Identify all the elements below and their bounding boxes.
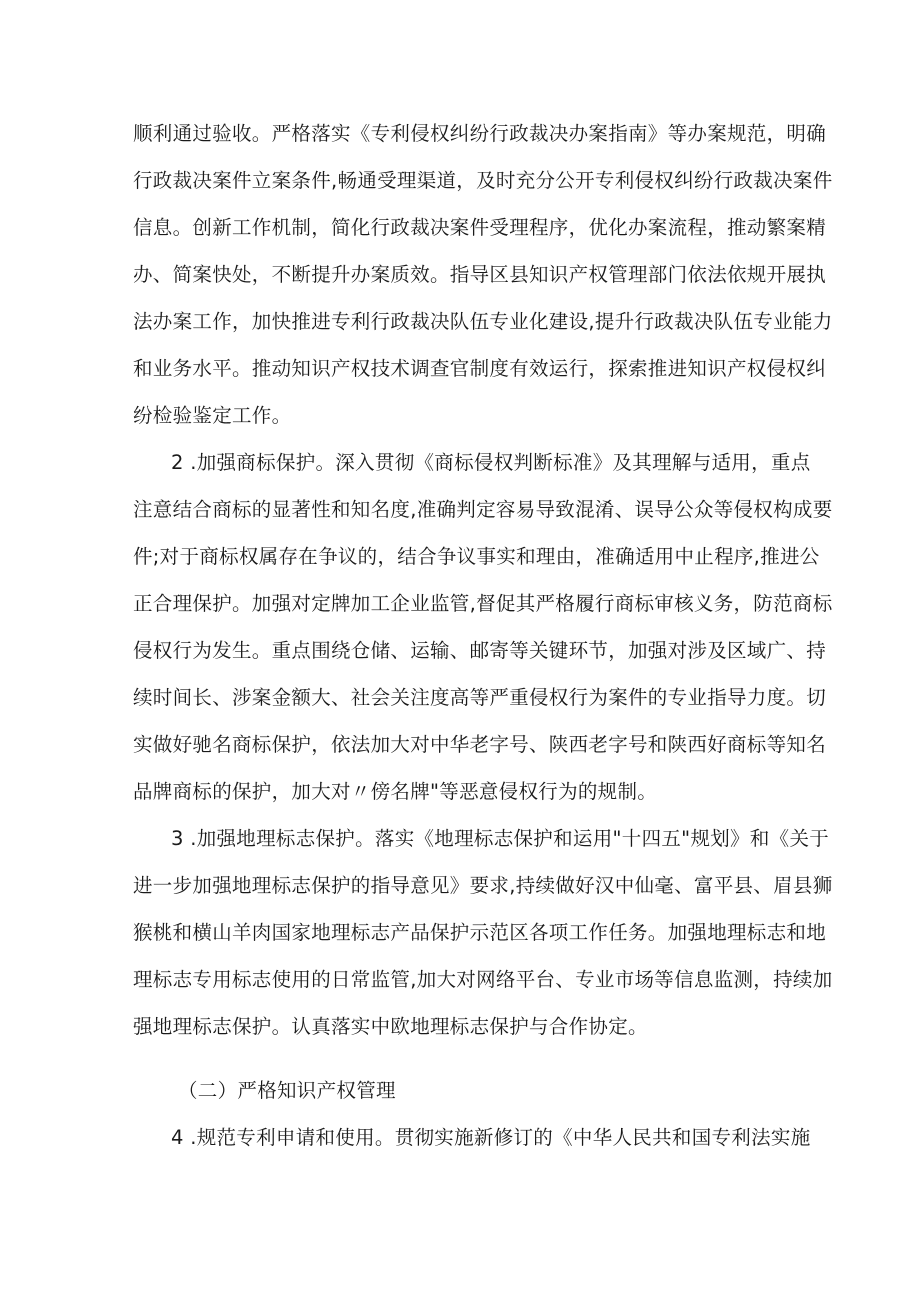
paragraph-line: 侵权行为发生。重点围绕仓储、运输、邮寄等关键环节，加强对涉及区域广、持	[133, 639, 827, 662]
paragraph-line: 理标志专用标志使用的日常监管,加大对网络平台、专业市场等信息监测，持续加	[133, 968, 833, 991]
paragraph-line: 法办案工作，加快推进专利行政裁决队伍专业化建设,提升行政裁决队伍专业能力	[133, 310, 833, 333]
section-item-3-first-line: 3 .加强地理标志保护。落实《地理标志保护和运用"十四五"规划》和《关于	[171, 827, 830, 850]
section-item-2-first-line: 2 .加强商标保护。深入贯彻《商标侵权判断标准》及其理解与适用，重点	[171, 451, 811, 474]
paragraph-line: 续时间长、涉案金额大、社会关注度高等严重侵权行为案件的专业指导力度。切	[133, 686, 827, 709]
paragraph-line: 进一步加强地理标志保护的指导意见》要求,持续做好汉中仙毫、富平县、眉县狮	[133, 874, 833, 897]
paragraph-line: 办、简案快处，不断提升办案质效。指导区县知识产权管理部门依法依规开展执	[133, 263, 827, 286]
paragraph-line: 件;对于商标权属存在争议的，结合争议事实和理由，准确适用中止程序,推进公	[133, 545, 820, 568]
section-item-4-first-line: 4 .规范专利申请和使用。贯彻实施新修订的《中华人民共和国专利法实施	[171, 1126, 811, 1149]
section-heading: （二）严格知识产权管理	[178, 1079, 396, 1102]
paragraph-line: 注意结合商标的显著性和知名度,准确判定容易导致混淆、误导公众等侵权构成要	[133, 498, 833, 521]
paragraph-line: 品牌商标的保护，加大对〃傍名牌"等恶意侵权行为的规制。	[133, 780, 658, 803]
paragraph-line: 纷检验鉴定工作。	[133, 404, 292, 427]
paragraph-line: 猴桃和横山羊肉国家地理标志产品保护示范区各项工作任务。加强地理标志和地	[133, 921, 827, 944]
paragraph-line: 信息。创新工作机制，简化行政裁决案件受理程序，优化办案流程，推动繁案精	[133, 216, 827, 239]
paragraph-line: 顺利通过验收。严格落实《专利侵权纠纷行政裁决办案指南》等办案规范，明确	[133, 122, 827, 145]
paragraph-line: 行政裁决案件立案条件,畅通受理渠道，及时充分公开专利侵权纠纷行政裁决案件	[133, 169, 833, 192]
paragraph-line: 和业务水平。推动知识产权技术调查官制度有效运行，探索推进知识产权侵权纠	[133, 357, 827, 380]
paragraph-line: 强地理标志保护。认真落实中欧地理标志保护与合作协定。	[133, 1015, 648, 1038]
paragraph-line: 正合理保护。加强对定牌加工企业监管,督促其严格履行商标审核义务，防范商标	[133, 592, 833, 615]
paragraph-line: 实做好驰名商标保护，依法加大对中华老字号、陕西老字号和陕西好商标等知名	[133, 733, 827, 756]
